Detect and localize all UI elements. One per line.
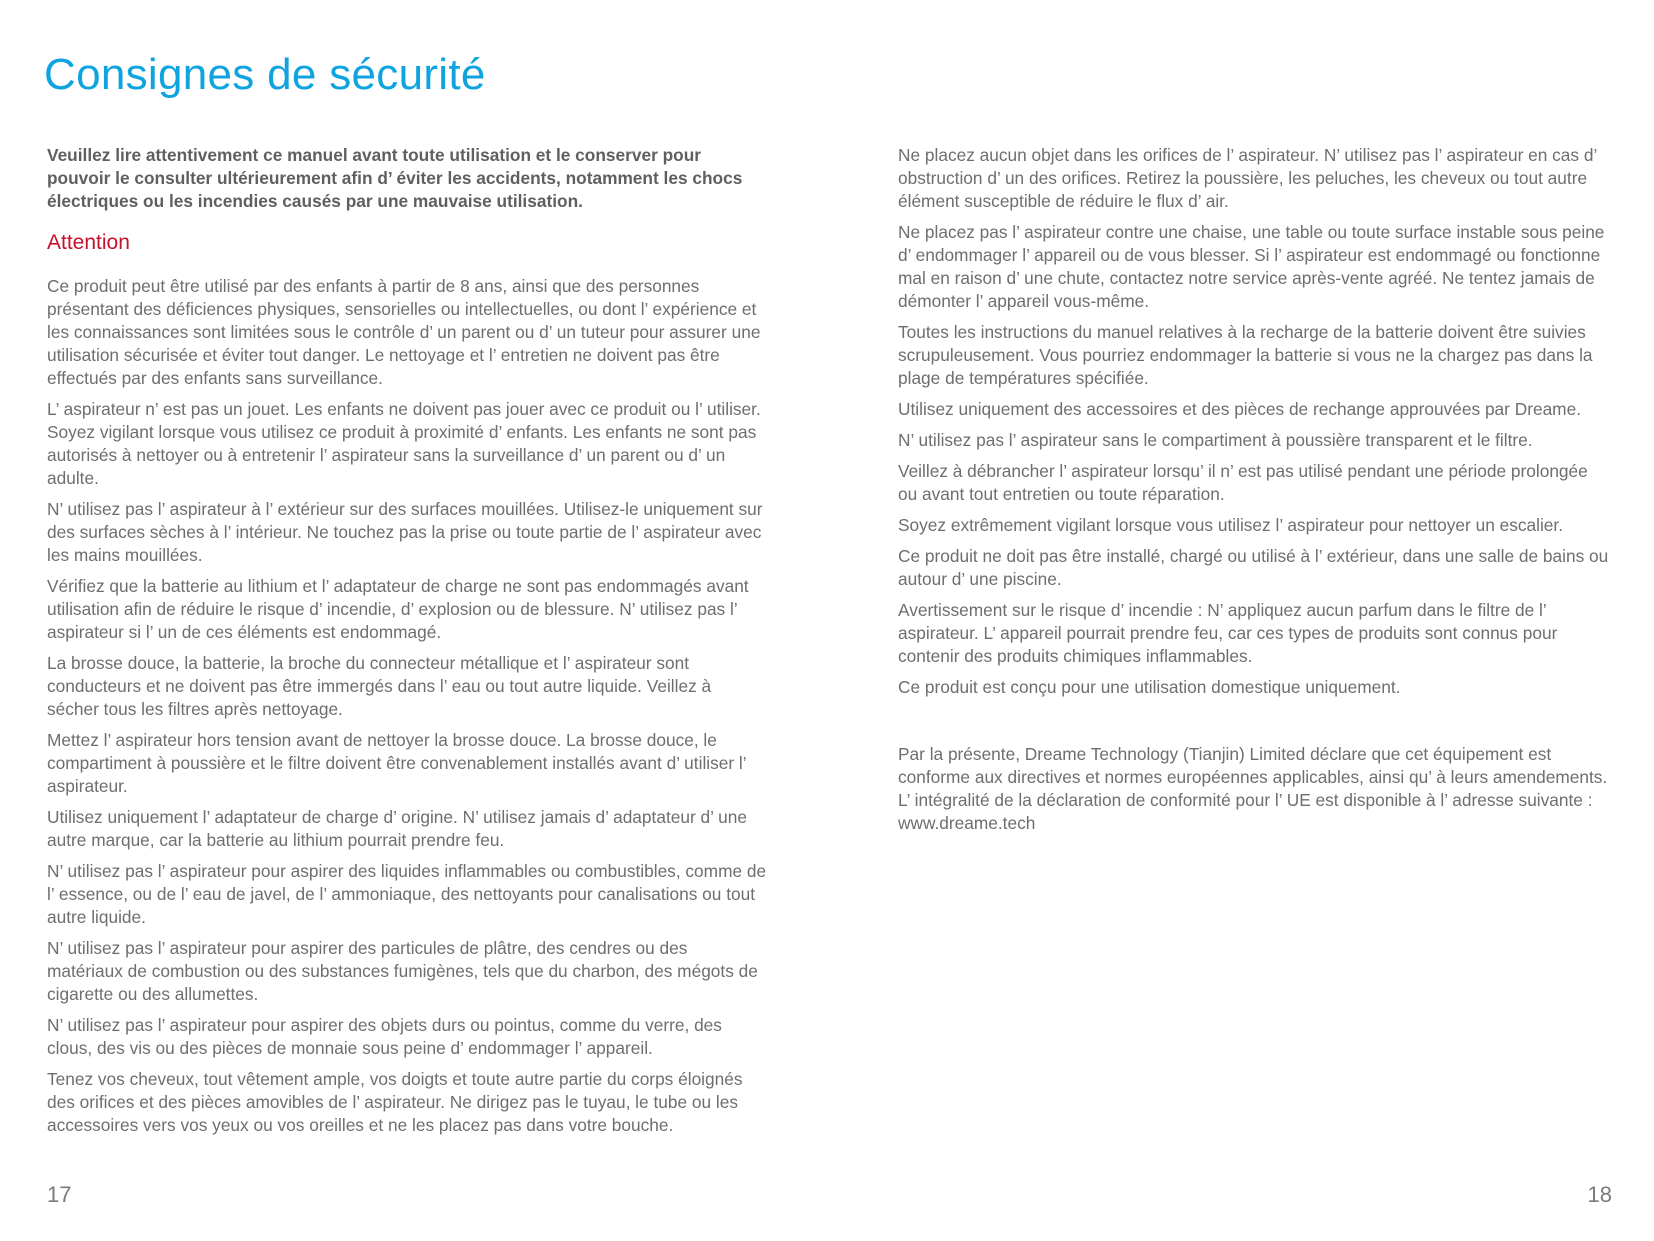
safety-paragraph: Soyez extrêmement vigilant lorsque vous utilisez l’ aspirateur pour nettoyer un escalier. (898, 515, 1564, 535)
safety-paragraph: N’ utilisez pas l’ aspirateur sans le compartiment à poussière transparent et le filtre. (898, 430, 1533, 450)
attention-heading: Attention (47, 231, 130, 254)
page-title: Consignes de sécurité (44, 50, 486, 99)
safety-paragraph: Mettez l’ aspirateur hors tension avant de nettoyer la brosse douce. La brosse douce, le compartiment à poussière et le filtre doivent être convenablement installés avant d’ utiliser l’ aspirateur. (47, 730, 746, 796)
safety-paragraph: Avertissement sur le risque d’ incendie : N’ appliquez aucun parfum dans le filtre de l’ aspirateur. L’ appareil pourrait prendre feu, car ces types de produits sont connus pour contenir des produits chimiques inflammables. (898, 600, 1558, 666)
safety-paragraph: Ce produit peut être utilisé par des enfants à partir de 8 ans, ainsi que des personnes présentant des déficiences physiques, sensorielles ou intellectuelles, ou dont l’ expérience et les connaissances sont limitées sous le contrôle d’ un parent ou d’ un tuteur pour assurer une utilisation sécurisée et éviter tout danger. Le nettoyage et l’ entretien ne doivent pas être effectués par des enfants sans surveillance. (47, 276, 761, 388)
safety-paragraph: N’ utilisez pas l’ aspirateur pour aspirer des objets durs ou pointus, comme du verre, des clous, des vis ou des pièces de monnaie sous peine d’ endommager l’ appareil. (47, 1015, 722, 1058)
safety-paragraph: Utilisez uniquement des accessoires et des pièces de rechange approuvées par Dreame. (898, 399, 1581, 419)
safety-paragraph: La brosse douce, la batterie, la broche du connecteur métallique et l’ aspirateur sont conducteurs et ne doivent pas être immergés dans l’ eau ou tout autre liquide. Veillez à sécher tous les filtres après nettoyage. (47, 653, 712, 719)
safety-paragraph: Ne placez pas l’ aspirateur contre une chaise, une table ou toute surface instable sous peine d’ endommager l’ appareil ou de vous blesser. Si l’ aspirateur est endommagé ou fonctionne mal en raison d’ une chute, contactez notre service après-vente agréé. Ne tentez jamais de démonter l’ appareil vous-même. (898, 222, 1605, 311)
left-column (47, 144, 767, 1145)
safety-paragraph: N’ utilisez pas l’ aspirateur pour aspirer des liquides inflammables ou combustibles, comme de l’ essence, ou de l’ eau de javel, de l’ ammoniaque, des nettoyants pour canalisations ou tout autre liquide. (47, 861, 767, 927)
safety-paragraph: Tenez vos cheveux, tout vêtement ample, vos doigts et toute autre partie du corps éloignés des orifices et des pièces amovibles de l’ aspirateur. Ne dirigez pas le tuyau, le tube ou les accessoires vers vos yeux ou vos oreilles et ne les placez pas dans votre bouche. (47, 1069, 743, 1135)
safety-paragraph: N’ utilisez pas l’ aspirateur pour aspirer des particules de plâtre, des cendres ou des matériaux de combustion ou des substances fumigènes, tels que du charbon, des mégots de cigarette ou des allumettes. (47, 938, 758, 1004)
safety-paragraph: Vérifiez que la batterie au lithium et l’ adaptateur de charge ne sont pas endommagés avant utilisation afin de réduire le risque d’ incendie, d’ explosion ou de blessure. N’ utilisez pas l’ aspirateur si l’ un de ces éléments est endommagé. (47, 576, 749, 642)
page-number-left: 17 (47, 1182, 72, 1207)
right-column (898, 144, 1610, 843)
intro-paragraph: Veuillez lire attentivement ce manuel avant toute utilisation et le conserver pour pouvoir le consulter ultérieurement afin d’ éviter les accidents, notamment les chocs électriques ou les incendies causés par une mauvaise utilisation. (47, 145, 743, 211)
safety-paragraph: Ce produit ne doit pas être installé, chargé ou utilisé à l’ extérieur, dans une salle de bains ou autour d’ une piscine. (898, 546, 1609, 589)
safety-paragraph: Veillez à débrancher l’ aspirateur lorsqu’ il n’ est pas utilisé pendant une période prolongée ou avant tout entretien ou toute réparation. (898, 461, 1588, 504)
safety-paragraph: Utilisez uniquement l’ adaptateur de charge d’ origine. N’ utilisez jamais d’ adaptateur d’ une autre marque, car la batterie au lithium pourrait prendre feu. (47, 807, 747, 850)
safety-paragraph: Ne placez aucun objet dans les orifices de l’ aspirateur. N’ utilisez pas l’ aspirateur en cas d’ obstruction d’ un des orifices. Retirez la poussière, les peluches, les cheveux ou tout autre élément susceptible de réduire le flux d’ air. (898, 145, 1597, 211)
conformity-declaration: Par la présente, Dreame Technology (Tianjin) Limited déclare que cet équipement est conforme aux directives et normes européennes applicables, ainsi qu’ à leurs amendements. L’ intégralité de la déclaration de conformité pour l’ UE est disponible à l’ adresse suivante : www.dreame.tech (898, 744, 1608, 833)
page-number-right: 18 (1587, 1182, 1612, 1207)
safety-paragraph: N’ utilisez pas l’ aspirateur à l’ extérieur sur des surfaces mouillées. Utilisez-le uniquement sur des surfaces sèches à l’ intérieur. Ne touchez pas la prise ou toute partie de l’ aspirateur avec les mains mouillées. (47, 499, 763, 565)
safety-paragraph: Toutes les instructions du manuel relatives à la recharge de la batterie doivent être suivies scrupuleusement. Vous pourriez endommager la batterie si vous ne la chargez pas dans la plage de températures spécifiée. (898, 322, 1593, 388)
safety-paragraph: L’ aspirateur n’ est pas un jouet. Les enfants ne doivent pas jouer avec ce produit ou l’ utiliser. Soyez vigilant lorsque vous utilisez ce produit à proximité d’ enfants. Les enfants ne sont pas autorisés à nettoyer ou à entretenir l’ aspirateur sans la surveillance d’ un parent ou d’ un adulte. (47, 399, 761, 488)
safety-paragraph: Ce produit est conçu pour une utilisation domestique uniquement. (898, 677, 1401, 697)
